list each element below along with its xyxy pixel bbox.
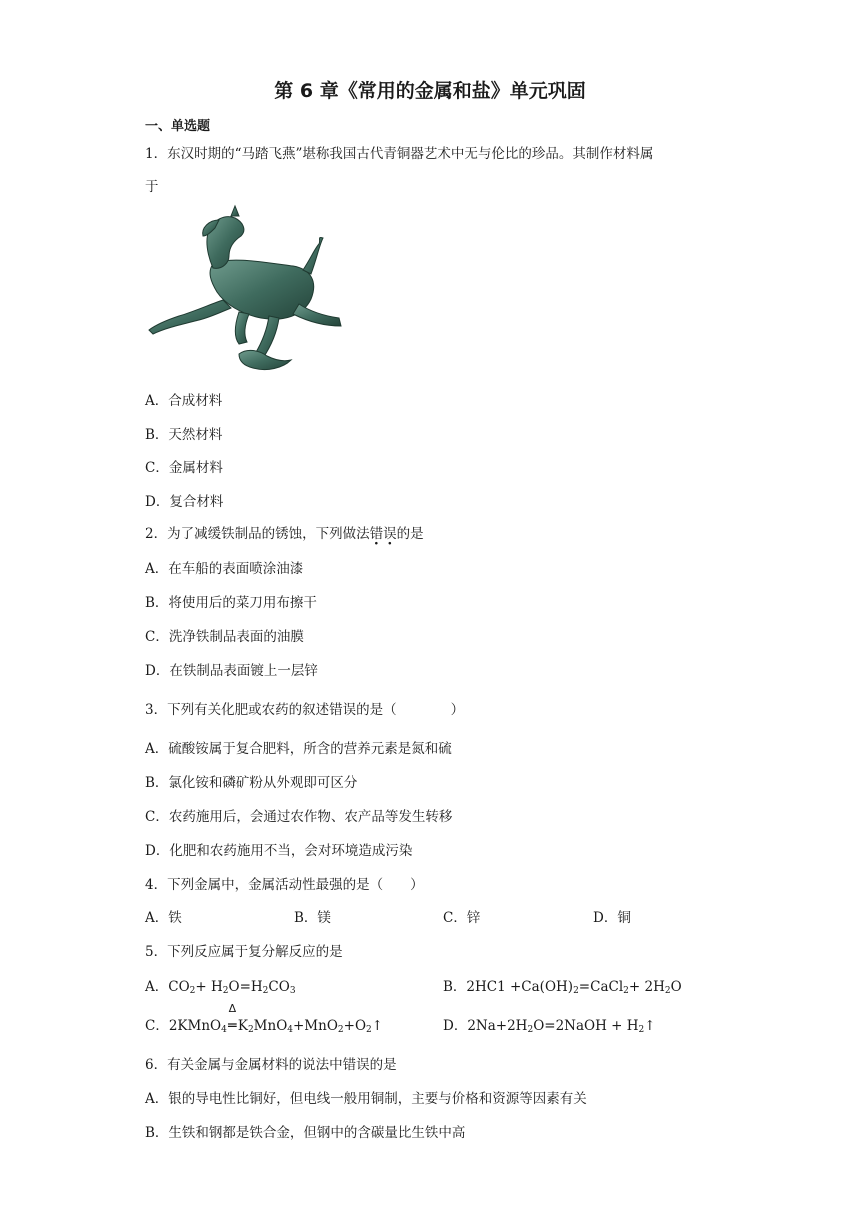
q4-option-a: A．铁 [145, 910, 182, 926]
emphasis-char: 错 [369, 526, 384, 542]
q1-option-c: C．金属材料 [145, 460, 223, 476]
q2-option-a: A．在车船的表面喷涂油漆 [145, 561, 304, 577]
q1-option-a: A．合成材料 [145, 393, 223, 409]
q5-option-b: B．$2HC1 +Ca(OH)_2=CaCl_2+ 2H_2O$ [443, 979, 682, 996]
q2-option-d: D．在铁制品表面镀上一层锌 [145, 663, 318, 679]
q3-option-b: B．氯化铵和磷矿粉从外观即可区分 [145, 775, 358, 791]
question-1-stem-line1: 1．东汉时期的“马踏飞燕”堪称我国古代青铜器艺术中无与伦比的珍品。其制作材料属 [145, 146, 654, 162]
q2-option-b: B．将使用后的菜刀用布擦干 [145, 595, 317, 611]
q3-option-a: A．硫酸铵属于复合肥料，所含的营养元素是氮和硫 [145, 741, 452, 757]
emphasis-char: 误 [383, 526, 397, 542]
page-title: 第 6 章《常用的金属和盐》单元巩固 [274, 80, 586, 102]
q5-option-c: C．2KMnO$_4$ Δ $═K_2MnO_4+MnO_2+O_2↑$ [145, 1002, 384, 1035]
q1-option-d: D．复合材料 [145, 494, 224, 510]
q4-option-b: B．镁 [294, 910, 331, 926]
question-1-stem-line2: 于 [145, 179, 159, 195]
q5-option-a: A．$CO_2+ H_2O=H_2CO_3$ [145, 979, 296, 996]
q6-option-b: B．生铁和钢都是铁合金，但钢中的含碳量比生铁中高 [145, 1125, 466, 1141]
q1-option-b: B．天然材料 [145, 427, 223, 443]
question-6-stem: 6．有关金属与金属材料的说法中错误的是 [145, 1057, 397, 1073]
q5-option-d: D．$2Na+2H_2O=2NaOH$ + $H_2↑$ [443, 1018, 656, 1035]
q4-option-d: D．铜 [593, 910, 631, 926]
q2-option-c: C．洗净铁制品表面的油膜 [145, 629, 304, 645]
question-3-stem: 3．下列有关化肥或农药的叙述错误的是（ ） [145, 702, 465, 718]
question-5-stem: 5．下列反应属于复分解反应的是 [145, 944, 343, 960]
q4-option-c: C．锌 [443, 910, 481, 926]
q6-option-a: A．银的导电性比铜好，但电线一般用铜制，主要与价格和资源等因素有关 [145, 1091, 587, 1107]
section-heading: 一、单选题 [145, 119, 211, 134]
question-2-stem: 2．为了减缓铁制品的锈蚀，下列做法错误的是 [145, 522, 424, 542]
heat-symbol: Δ ═ [228, 1002, 237, 1034]
q3-option-c: C．农药施用后，会通过农作物、农产品等发生转移 [145, 809, 453, 825]
bronze-horse-image [143, 204, 351, 380]
question-4-stem: 4．下列金属中，金属活动性最强的是（ ） [145, 877, 424, 893]
q3-option-d: D．化肥和农药施用不当，会对环境造成污染 [145, 843, 413, 859]
